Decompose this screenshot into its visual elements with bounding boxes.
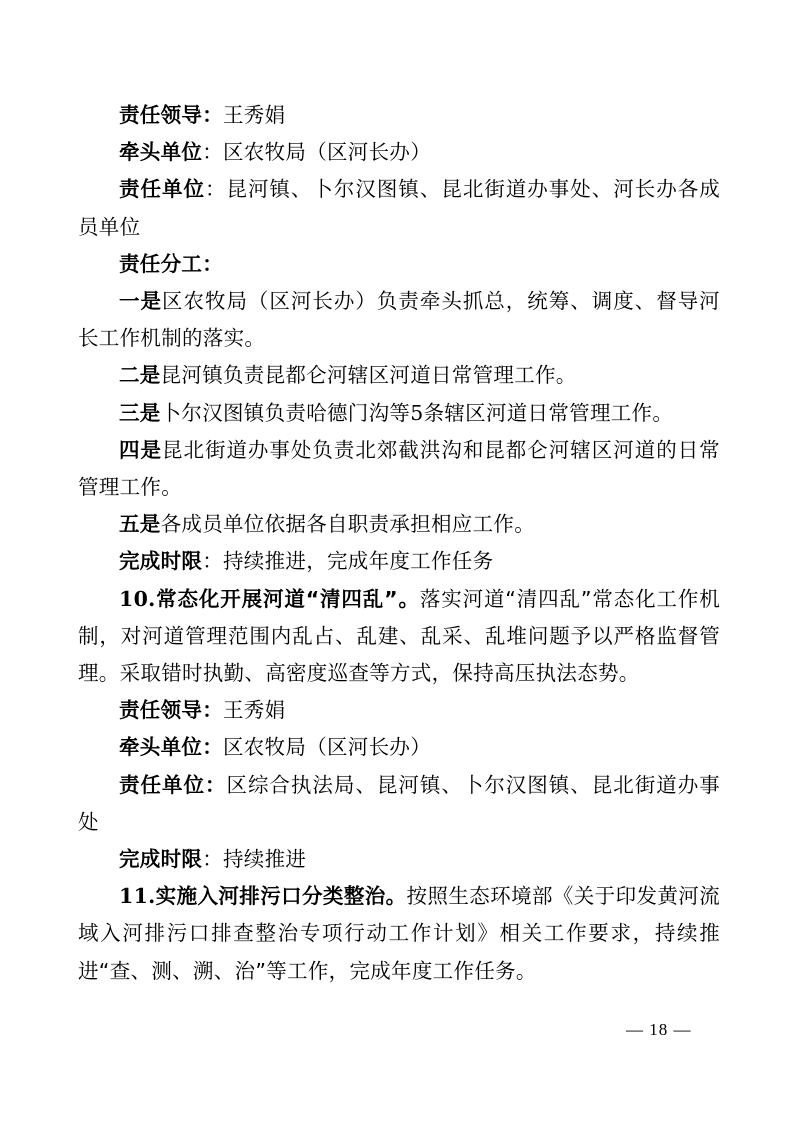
label: 责任分工：	[119, 251, 223, 276]
value: 区综合执法局、昆河镇、卜尔汉图镇、昆北街道办事处	[78, 772, 721, 834]
value: ：持续推进	[202, 847, 307, 872]
label: 一是	[119, 289, 162, 314]
value-number: 5	[410, 400, 424, 425]
responsible-leader-1	[78, 97, 720, 134]
value: 各成员单位依据各自职责承担相应工作。	[160, 512, 536, 537]
label: 责任单位	[119, 177, 205, 202]
label: 责任领导：	[119, 103, 223, 127]
value: 条辖区河道日常管理工作。	[423, 400, 674, 425]
task-10-paragraph	[78, 581, 720, 693]
value: 王秀娟	[223, 698, 286, 723]
document-body	[78, 97, 720, 990]
duty-item-3	[78, 395, 720, 432]
task-number: 10.	[119, 586, 156, 611]
responsible-units-1	[78, 171, 720, 245]
page-number: — 18 —	[626, 1020, 692, 1039]
value: ：持续推进，完成年度工作任务	[202, 549, 494, 574]
value: 卜尔汉图镇负责哈德门沟等	[160, 400, 411, 425]
value: 王秀娟	[223, 103, 286, 127]
task-11-paragraph	[78, 878, 720, 990]
task-description: 落实河道“清四乱”常态化工作机制，对河道管理范围内乱占、乱建、乱采、乱堆问题予以严格监督管理。采取错时执勤、高密度巡查等方式，保持高压执法态势。	[78, 586, 720, 686]
duty-item-1	[78, 283, 720, 357]
value: 区农牧局（区河长办）	[223, 735, 431, 760]
label: 责任领导：	[119, 698, 223, 723]
task-title: 实施入河排污口分类整治。	[155, 884, 407, 909]
duty-item-2	[78, 357, 720, 394]
value: 区农牧局（区河长办）负责牵头抓总，统筹、调度、督导河长工作机制的落实。	[78, 289, 720, 351]
duty-item-4	[78, 432, 720, 506]
duty-item-5	[78, 506, 720, 543]
label: 完成时限	[119, 549, 203, 574]
lead-unit-1	[78, 134, 720, 171]
value: 昆北街道办事处负责北郊截洪沟和昆都仑河辖区河道的日常管理工作。	[78, 437, 720, 500]
value: 昆河镇负责昆都仑河辖区河道日常管理工作。	[160, 363, 577, 388]
label: 牵头单位：	[119, 735, 223, 760]
value: ：区农牧局（区河长办）	[202, 140, 432, 165]
label: 完成时限	[119, 847, 203, 872]
responsible-leader-2	[78, 692, 720, 729]
label: 五是	[119, 512, 161, 537]
label: 二是	[119, 363, 161, 388]
label: 四是	[119, 437, 162, 462]
completion-deadline-2	[78, 841, 720, 878]
task-number: 11.	[119, 884, 156, 909]
task-description: 按照生态环境部《关于印发黄河流域入河排污口排查整治专项行动工作计划》相关工作要求，持续推进“查、测、溯、治”等工作，完成年度工作任务。	[78, 884, 721, 983]
division-of-duties-heading	[78, 246, 720, 283]
task-title: 常态化开展河道“清四乱”。	[155, 586, 420, 611]
label: 责任单位：	[119, 772, 227, 797]
label: 牵头单位	[119, 140, 203, 165]
completion-deadline-1	[78, 543, 720, 580]
responsible-units-2	[78, 767, 720, 841]
lead-unit-2	[78, 729, 720, 766]
label: 三是	[119, 400, 161, 425]
value: ：昆河镇、卜尔汉图镇、昆北街道办事处、河长办各成员单位	[78, 177, 721, 239]
